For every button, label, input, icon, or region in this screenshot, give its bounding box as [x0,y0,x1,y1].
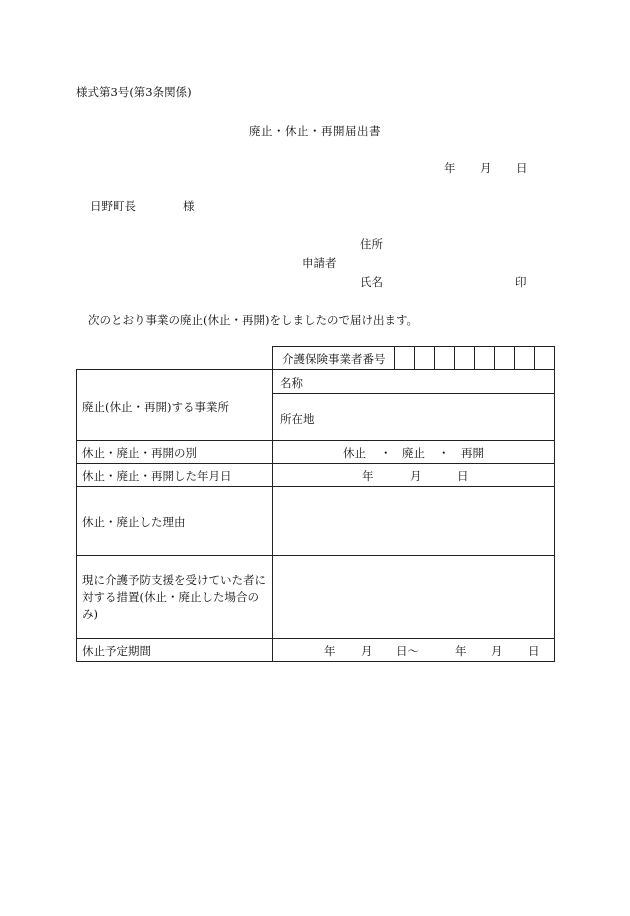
measures-label: 現に介護予防支援を受けていた者に対する措置(休止・廃止した場合のみ) [82,573,266,621]
date-change-month: 月 [410,469,422,483]
applicant-label: 申請者 [302,256,337,270]
period-end-day: 日 [528,644,540,658]
notification-table [76,346,555,662]
type-separator: ・ [380,446,392,460]
date-day-label: 日 [516,161,528,175]
date-month-label: 月 [480,161,492,175]
period-start-month: 月 [361,644,373,658]
date-change-day: 日 [457,469,469,483]
provider-number-label: 介護保険事業者番号 [282,352,386,366]
date-change-label: 休止・廃止・再開した年月日 [82,469,232,483]
office-location-label: 所在地 [280,412,315,426]
form-number-label: 様式第3号(第3条関係) [76,85,192,99]
name-label: 氏名 [360,275,383,289]
period-start-day: 日〜 [396,644,419,658]
declaration-statement: 次のとおり事業の廃止(休止・再開)をしましたので届け出ます。 [88,313,419,327]
addressee-name: 日野町長 [90,199,136,213]
address-label: 住所 [360,237,383,251]
date-change-year: 年 [362,469,374,483]
office-name-label: 名称 [280,376,303,390]
type-label: 休止・廃止・再開の別 [82,446,197,460]
document-title: 廃止・休止・再開届出書 [249,124,381,138]
type-option-suspend: 休止 [343,446,366,460]
period-end-month: 月 [491,644,503,658]
type-separator: ・ [438,446,450,460]
date-year-label: 年 [444,161,456,175]
type-option-abolish: 廃止 [402,446,425,460]
period-end-year: 年 [455,644,467,658]
period-start-year: 年 [324,644,336,658]
reason-label: 休止・廃止した理由 [82,515,186,529]
office-label: 廃止(休止・再開)する事業所 [82,400,229,414]
period-label: 休止予定期間 [82,644,151,658]
type-option-resume: 再開 [461,446,484,460]
addressee-honorific: 様 [183,199,195,213]
seal-label: 印 [515,275,527,289]
